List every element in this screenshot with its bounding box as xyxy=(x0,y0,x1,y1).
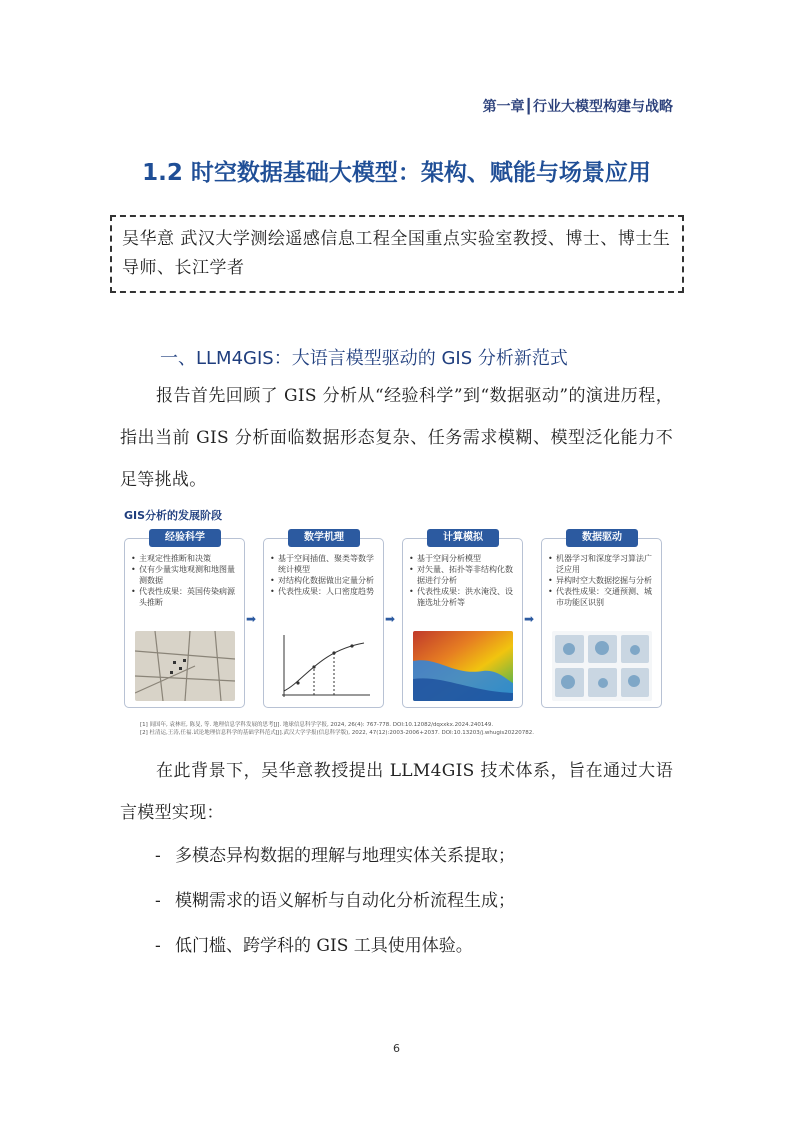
city-maps-image xyxy=(552,631,652,701)
stage-card-2 xyxy=(263,532,384,708)
stage-item: • 基于空间插值、聚类等数学统计模型 xyxy=(270,553,379,575)
stage-item: • 代表性成果：交通预测、城市功能区识别 xyxy=(548,586,657,608)
dash-icon: - xyxy=(155,846,161,866)
dash-icon: - xyxy=(155,936,161,956)
paragraph-2: 在此背景下，吴华意教授提出 LLM4GIS 技术体系，旨在通过大语言模型实现： xyxy=(120,761,673,823)
stage-item: • 对矢量、拓扑等非结构化数据进行分析 xyxy=(409,564,518,586)
stage-item: • 代表性成果：人口密度趋势 xyxy=(270,586,379,597)
page-title: 1.2 时空数据基础大模型：架构、赋能与场景应用 xyxy=(142,160,651,186)
arrow-icon: ➡ xyxy=(246,612,257,626)
list-item xyxy=(155,881,515,926)
stage-item: • 异构时空大数据挖掘与分析 xyxy=(548,575,657,586)
arrow-icon: ➡ xyxy=(524,612,535,626)
list-item xyxy=(155,836,515,881)
stage-item: • 仅有少量实地观测和地图量测数据 xyxy=(131,564,240,586)
paragraph-1: 报告首先回顾了 GIS 分析从“经验科学”到“数据驱动”的演进历程，指出当前 GIS 分析面临数据形态复杂、任务需求模糊、模型泛化能力不足等挑战。 xyxy=(120,386,673,490)
list-item-text: 模糊需求的语义解析与自动化分析流程生成； xyxy=(175,891,515,911)
stage-label: 经验科学 xyxy=(149,529,221,547)
arrow-icon: ➡ xyxy=(385,612,396,626)
stage-card-3 xyxy=(402,532,523,708)
stage-item: • 对结构化数据做出定量分析 xyxy=(270,575,379,586)
stage-label: 数学机理 xyxy=(288,529,360,547)
flood-terrain-image xyxy=(413,631,513,701)
stage-label: 数据驱动 xyxy=(566,529,638,547)
stage-items xyxy=(409,553,518,608)
stage-items xyxy=(548,553,657,608)
section-heading: 一、LLM4GIS：大语言模型驱动的 GIS 分析新范式 xyxy=(160,348,568,369)
stage-card-4 xyxy=(541,532,662,708)
stage-label: 计算模拟 xyxy=(427,529,499,547)
dash-icon: - xyxy=(155,891,161,911)
reference-line: [1] 闾国年, 袁林旺, 陈旻, 等. 地理信息学科发展的思考[J]. 地球信息科学学报, 2024, 26(4): 767-778. DOI:10.12082/dqxxkx.2024.240149. xyxy=(140,722,494,728)
bullet-list xyxy=(155,836,515,971)
list-item-text: 低门槛、跨学科的 GIS 工具使用体验。 xyxy=(175,936,473,956)
gis-stages-figure xyxy=(118,505,678,743)
stage-card-1 xyxy=(124,532,245,708)
list-item-text: 多模态异构数据的理解与地理实体关系提取； xyxy=(175,846,515,866)
trend-curve-image xyxy=(274,631,374,701)
reference-line: [2] 杜清运,王涛,任福.试论地理信息科学的基础学科范式[J].武汉大学学报(信息科学版), 2022, 47(12):2003-2006+2037. DOI:10.13203/j.whugis20220782. xyxy=(140,730,534,736)
stage-item: • 代表性成果：英国传染病源头推断 xyxy=(131,586,240,608)
stage-items xyxy=(131,553,240,608)
street-map-image xyxy=(135,631,235,701)
stage-item: • 主观定性推断和决策 xyxy=(131,553,240,564)
stage-item: • 基于空间分析模型 xyxy=(409,553,518,564)
figure-references xyxy=(140,721,534,737)
author-box: 吴华意 武汉大学测绘遥感信息工程全国重点实验室教授、博士、博士生导师、长江学者 xyxy=(110,215,684,293)
stage-item: • 机器学习和深度学习算法广泛应用 xyxy=(548,553,657,575)
stage-item: • 代表性成果：洪水淹没、设施选址分析等 xyxy=(409,586,518,608)
chapter-header: 第一章┃行业大模型构建与战略 xyxy=(482,99,673,115)
stage-items xyxy=(270,553,379,597)
page-number: 6 xyxy=(393,1042,400,1055)
figure-title: GIS分析的发展阶段 xyxy=(124,509,223,522)
list-item xyxy=(155,926,515,971)
